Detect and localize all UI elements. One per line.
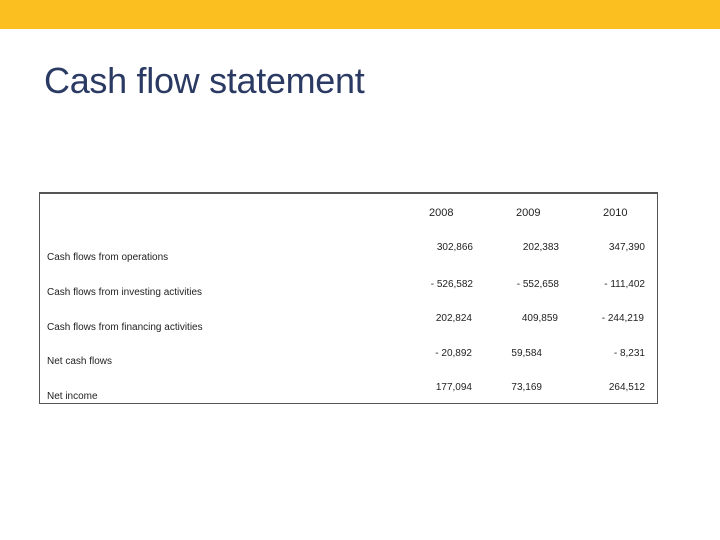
- table-cell: 347,390: [608, 242, 645, 253]
- row-label-net-income: Net income: [47, 391, 98, 402]
- year-header-2010: 2010: [603, 207, 628, 219]
- table-cell: 202,383: [522, 242, 559, 253]
- table-cell: 302,866: [436, 242, 473, 253]
- table-cell: 59,584: [511, 348, 542, 359]
- row-label-operations: Cash flows from operations: [47, 252, 169, 263]
- row-label-financing: Cash flows from financing activities: [47, 322, 203, 333]
- year-header-2008: 2008: [429, 207, 454, 219]
- table-cell: - 20,892: [435, 348, 472, 359]
- slide-title: Cash flow statement: [44, 60, 365, 101]
- row-label-net-cash-flows: Net cash flows: [47, 356, 113, 367]
- table-cell: 177,094: [435, 382, 472, 393]
- top-accent-bar: [0, 0, 720, 29]
- table-cell: - 552,658: [516, 279, 559, 290]
- cash-flow-table: [39, 192, 658, 404]
- table-cell: - 111,402: [604, 279, 645, 290]
- table-cell: 73,169: [511, 382, 542, 393]
- year-header-2009: 2009: [516, 207, 541, 219]
- table-cell: - 8,231: [613, 348, 645, 359]
- table-cell: - 526,582: [430, 279, 473, 290]
- table-cell: 264,512: [608, 382, 645, 393]
- table-cell: 202,824: [435, 313, 472, 324]
- row-label-investing: Cash flows from investing activities: [47, 287, 203, 298]
- table-cell: 409,859: [521, 313, 558, 324]
- table-cell: - 244,219: [601, 313, 644, 324]
